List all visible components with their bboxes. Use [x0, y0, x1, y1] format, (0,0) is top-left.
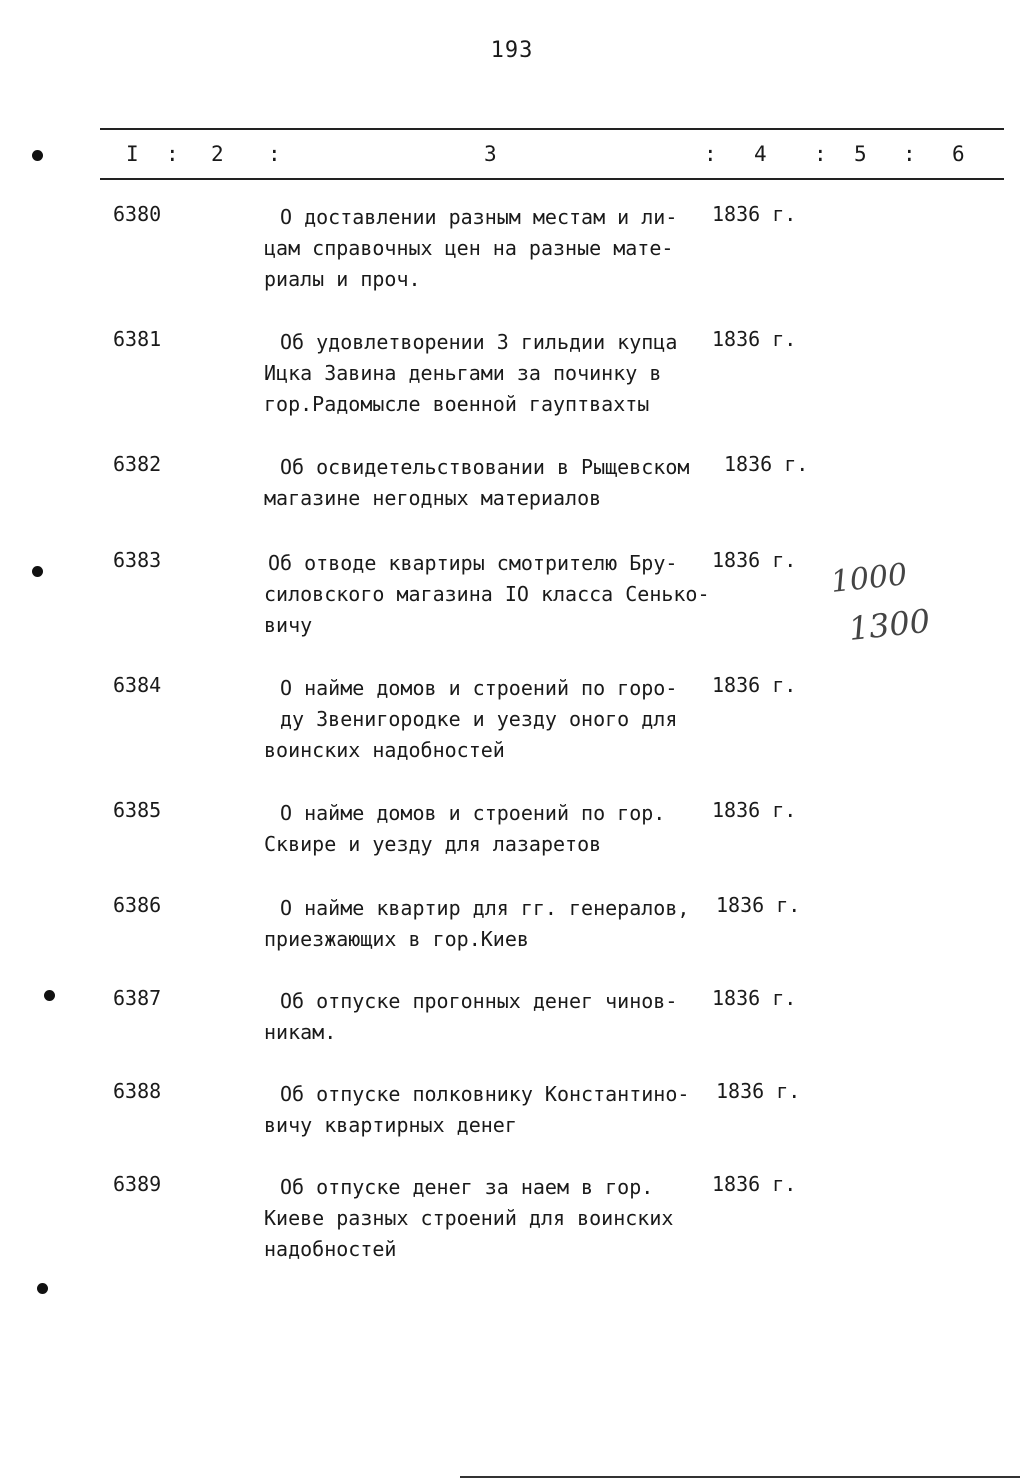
entry-line: вичу — [264, 613, 313, 637]
header-col-6: 6 — [952, 142, 965, 166]
entry-line: Об удовлетворении 3 гильдии купца — [280, 330, 678, 354]
entry-year: 1836 г. — [712, 986, 797, 1010]
entry-line: Об освидетельствовании в Рыщевском — [280, 455, 690, 479]
header-col-4: 4 — [754, 142, 767, 166]
column-header-row — [0, 138, 1024, 172]
entry-line: О найме домов и строений по гор. — [280, 801, 666, 825]
entry-description — [264, 548, 710, 641]
entry-description — [264, 798, 704, 860]
header-col-5: 5 — [854, 142, 867, 166]
header-separator: : — [704, 142, 717, 166]
entry-line: Киеве разных строений для воинских — [264, 1206, 674, 1230]
entry-number: 6387 — [113, 986, 162, 1010]
header-col-1: I — [126, 142, 139, 166]
entry-line: воинских надобностей — [264, 738, 505, 762]
header-bottom-rule — [100, 178, 1004, 180]
handwritten-note-graphic — [828, 556, 978, 656]
entry-description — [264, 986, 704, 1048]
entry-line: надобностей — [264, 1237, 397, 1261]
punch-hole-dot — [44, 990, 55, 1001]
entry-year: 1836 г. — [716, 1079, 801, 1103]
entry-description — [264, 327, 704, 420]
entry-description — [264, 893, 704, 955]
handwritten-line-1: 1000 — [829, 557, 909, 600]
entry-year: 1836 г. — [712, 798, 797, 822]
header-separator: : — [814, 142, 827, 166]
handwritten-note — [828, 556, 978, 656]
header-col-2: 2 — [211, 142, 224, 166]
entry-line: приезжающих в гор.Киев — [264, 927, 529, 951]
entry-year: 1836 г. — [712, 327, 797, 351]
entry-year: 1836 г. — [716, 893, 801, 917]
punch-hole-dot — [32, 566, 43, 577]
entry-line: Ицка Завина деньгами за починку в — [264, 361, 662, 385]
entry-description — [264, 202, 704, 295]
entry-line: гор.Радомысле военной гауптвахты — [264, 392, 650, 416]
entry-year: 1836 г. — [712, 202, 797, 226]
entry-number: 6388 — [113, 1079, 162, 1103]
entry-year: 1836 г. — [712, 548, 797, 572]
entry-line: никам. — [264, 1020, 337, 1044]
entry-line: Об отводе квартиры смотрителю Бру- — [268, 551, 678, 575]
entry-line: О найме квартир для гг. генералов, — [280, 896, 690, 920]
entry-line: Об отпуске полковнику Константино- — [280, 1082, 690, 1106]
entry-line: ду Звенигородке и уезду оного для — [280, 707, 678, 731]
entry-line: риалы и проч. — [264, 267, 421, 291]
header-separator: : — [268, 142, 281, 166]
handwritten-line-2: 1300 — [846, 601, 932, 648]
entry-line: магазине негодных материалов — [264, 486, 602, 510]
header-top-rule — [100, 128, 1004, 130]
entry-line: Сквире и уезду для лазаретов — [264, 832, 602, 856]
header-col-3: 3 — [484, 142, 497, 166]
entry-line: Об отпуске денег за наем в гор. — [280, 1175, 654, 1199]
entry-description — [264, 452, 704, 514]
entry-number: 6389 — [113, 1172, 162, 1196]
punch-hole-dot — [32, 150, 43, 161]
bottom-edge-rule — [460, 1476, 1020, 1478]
entry-line: вичу квартирных денег — [264, 1113, 517, 1137]
entry-line: О доставлении разным местам и ли- — [280, 205, 678, 229]
page-number: 193 — [490, 38, 534, 63]
entry-number: 6382 — [113, 452, 162, 476]
entry-number: 6383 — [113, 548, 162, 572]
entry-number: 6384 — [113, 673, 162, 697]
entry-year: 1836 г. — [712, 1172, 797, 1196]
header-separator: : — [903, 142, 916, 166]
entry-year: 1836 г. — [724, 452, 809, 476]
entry-number: 6381 — [113, 327, 162, 351]
entry-description — [264, 1079, 704, 1141]
entry-number: 6385 — [113, 798, 162, 822]
entry-line: силовского магазина IO класса Сенько- — [264, 582, 710, 606]
entry-line: О найме домов и строений по горо- — [280, 676, 678, 700]
entry-line: цам справочных цен на разные мате- — [264, 236, 674, 260]
entry-line: Об отпуске прогонных денег чинов- — [280, 989, 678, 1013]
header-separator: : — [166, 142, 179, 166]
entry-description — [264, 673, 704, 766]
entry-number: 6380 — [113, 202, 162, 226]
entry-year: 1836 г. — [712, 673, 797, 697]
entry-description — [264, 1172, 704, 1265]
entry-number: 6386 — [113, 893, 162, 917]
punch-hole-dot — [37, 1283, 48, 1294]
